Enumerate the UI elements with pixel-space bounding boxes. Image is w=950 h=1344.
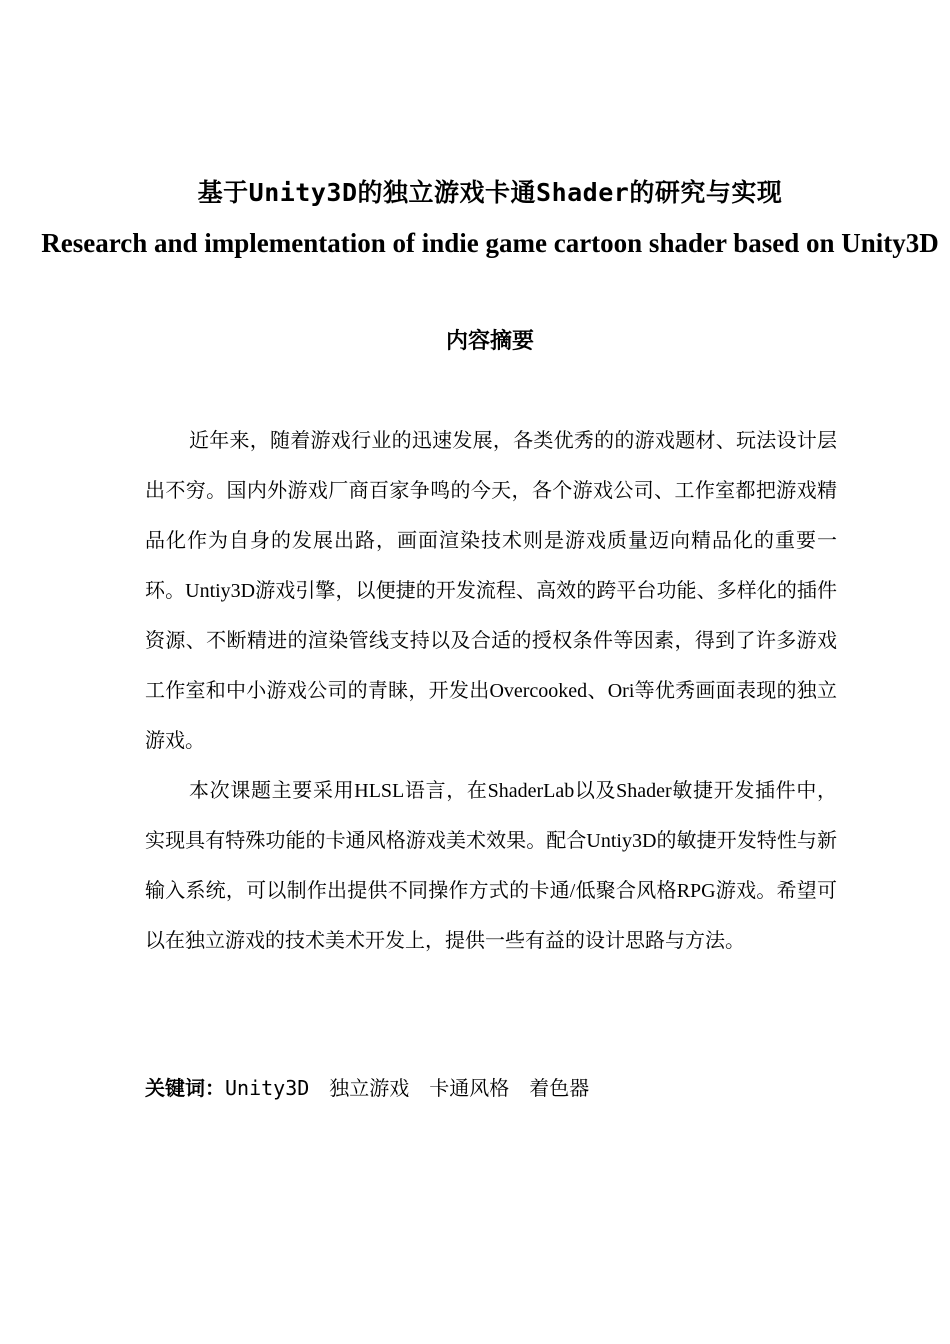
abstract-body xyxy=(145,416,837,966)
title-chinese: 基于Unity3D的独立游戏卡通Shader的研究与实现 xyxy=(197,178,783,207)
abstract-heading: 内容摘要 xyxy=(445,329,534,354)
keywords-label: 关键词： xyxy=(145,1076,225,1100)
keyword-item: Unity3D xyxy=(225,1076,310,1100)
abstract-paragraph-1: 近年来，随着游戏行业的迅速发展，各类优秀的的游戏题材、玩法设计层出不穷。国内外游戏厂商百家争鸣的今天，各个游戏公司、工作室都把游戏精品化作为自身的发展出路，画面渲染技术则是游戏质量迈向精品化的重要一环。Untiy3D游戏引擎，以便捷的开发流程、高效的跨平台功能、多样化的插件资源、不断精进的渲染管线支持以及合适的授权条件等因素，得到了许多游戏工作室和中小游戏公司的青睐，开发出Overcooked、Ori等优秀画面表现的独立游戏。 xyxy=(145,430,837,752)
abstract-paragraph-2: 本次课题主要采用HLSL语言，在ShaderLab以及Shader敏捷开发插件中，实现具有特殊功能的卡通风格游戏美术效果。配合Untiy3D的敏捷开发特性与新输入系统，可以制作出提供不同操作方式的卡通/低聚合风格RPG游戏。希望可以在独立游戏的技术美术开发上，提供一些有益的设计思路与方法。 xyxy=(145,780,837,952)
keyword-item: 着色器 xyxy=(529,1076,590,1100)
keywords-line xyxy=(145,1066,845,1111)
title-english: Research and implementation of indie game cartoon shader based on Unity3D xyxy=(41,228,939,258)
keyword-item: 独立游戏 xyxy=(329,1076,410,1100)
keyword-item: 卡通风格 xyxy=(429,1076,510,1100)
